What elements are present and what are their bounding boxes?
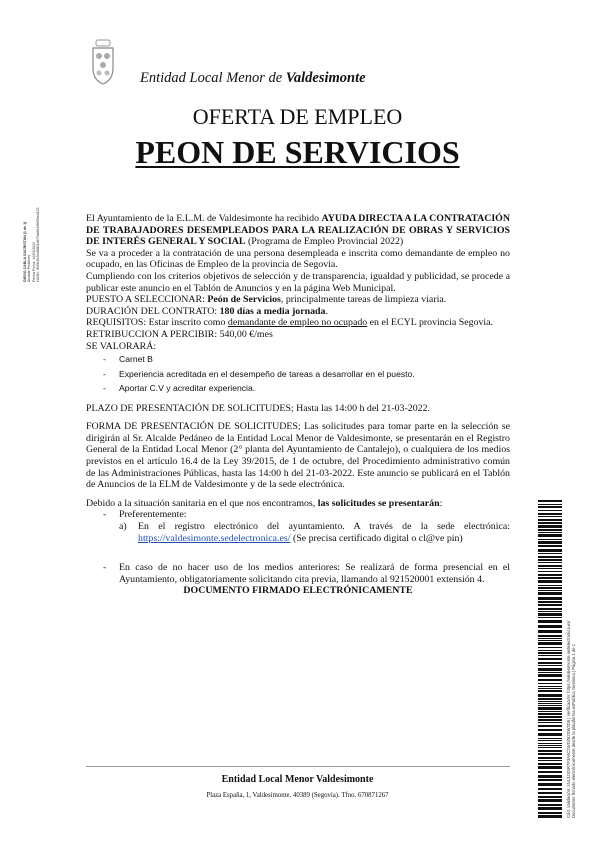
preferred-label: Preferentemente: <box>119 509 187 521</box>
signer-role: Alcalde Pedáneo <box>27 254 32 282</box>
signature-hash: HASH: 9f39c5c94d6801d4f7da9e4f6f0f3ed133 <box>36 207 41 282</box>
job-title: PEON DE SERVICIOS <box>135 134 460 170</box>
barcode-icon <box>538 500 562 818</box>
footer-address: Plaza España, 1, Valdesimonte. 40389 (Segovia). Tfno. 670871267 <box>206 792 389 799</box>
entity-header: Entidad Local Menor de Valdesimonte <box>140 70 366 86</box>
criteria-paragraph: Cumpliendo con los criterios objetivos de selección y de transparencia, igualdad y publicidad, se procede a publicar este anuncio en el Tablón de Anuncios y en la página Web Municipal. <box>86 270 510 294</box>
offer-title: OFERTA DE EMPLEO <box>192 104 403 129</box>
footer-divider <box>86 766 510 767</box>
submission-options <box>86 509 510 585</box>
salary-line: RETRIBUCCION A PERCIBIR: 540,00 €/mes <box>86 328 273 340</box>
document-body <box>86 213 510 597</box>
signature-side-block <box>23 182 47 282</box>
intro-paragraph: El Ayuntamiento de la E.L.M. de Valdesimonte ha recibido AYUDA DIRECTA A LA CONTRATACIÓN DE TRABAJADORES DESEMPLEADOS PARA LA REALIZACIÓN DE OBRAS Y SERVICIOS DE INTERÉS GENERAL Y SOCIAL (Programa de Empleo Provincial 2022) <box>86 213 510 248</box>
sanitary-paragraph: Debido a la situación sanitaria en el que nos encontramos, las solicitudes se presentarán: <box>86 497 443 509</box>
verification-line: Cód. Validación: 4NL3JXSR7F3A5C2WD262SW2D5 | Verificación: https://valdesimonte.sedelectronica.es/ <box>566 620 571 818</box>
list-item: - Experiencia acreditada en el desempeño de tareas a desarrollar en el puesto. <box>86 367 510 382</box>
footer-entity: Entidad Local Menor Valdesimonte <box>221 774 374 785</box>
coat-of-arms-icon <box>89 38 117 86</box>
signer-name: DIEGO CABLA SACRISTAN (1 de 1) <box>23 221 27 282</box>
requirements-line: REQUISITOS: Estar inscrito como demandante de empleo no ocupado en el ECYL provincia Segovia. <box>86 317 493 329</box>
duration-line: DURACIÓN DEL CONTRATO: 180 días a media jornada. <box>86 305 328 317</box>
valued-heading: SE VALORARÁ: <box>86 340 157 352</box>
verification-code <box>566 488 576 818</box>
deadline-paragraph: PLAZO DE PRESENTACIÓN DE SOLICITUDES; Hasta las 14:00 h del 21-03-2022. <box>86 402 430 414</box>
in-person-option: En caso de no hacer uso de los medios anteriores: Se realizará de forma presencial en el Ayuntamiento, obligatoriamente solicitando cita previa, llamando al 921520001 extensión 4. <box>119 562 510 585</box>
signature-date: Fecha Firma: 14/03/2022 <box>31 241 36 282</box>
position-line: PUESTO A SELECCIONAR: Peón de Servicios, principalmente tareas de limpieza viaria. <box>86 294 447 306</box>
submission-paragraph: FORMA DE PRESENTACIÓN DE SOLICITUDES; Las solicitudes para tomar parte en la selección se dirigirán al Sr. Alcalde Pedáneo de la Entidad Local Menor de Valdesimonte, se presentarán en el Registro General de la Entidad Local Menor (2° planta del Ayuntamiento de Cantalejo), o cualquiera de los medios previstos en el artículo 16.4 de la Ley 39/2015, de 1 de octubre, del Procedimiento administrativo común de las Administraciones Públicas, hasta las 14:00 h del 21-03-2022. Este anuncio se publicará en el Tablón de Anuncios de la ELM de Valdesimonte y de la sede electrónica. <box>86 421 510 491</box>
list-item: - Carnet B <box>86 352 510 367</box>
signed-notice: DOCUMENTO FIRMADO ELECTRÓNICAMENTE <box>183 585 413 597</box>
valued-list <box>86 352 510 396</box>
list-item: - En caso de no hacer uso de los medios anteriores: Se realizará de forma presencial en el Ayuntamiento, obligatoriamente solicitando cita previa, llamando al 921520001 extensión 4. <box>103 562 510 585</box>
hiring-paragraph: Se va a proceder a la contratación de una persona desempleada e inscrita como demandante de empleo no ocupado, en las Oficinas de Empleo de la provincia de Segovia. <box>86 247 510 271</box>
list-item: - Preferentemente: a) En el registro electrónico del ayuntamiento. A través de la sede electrónica: https://valdesimonte.sedelectronica.es/ (Se precisa certificado digital o cl@ve pin) <box>103 509 510 544</box>
sede-link[interactable]: https://valdesimonte.sedelectronica.es/ <box>138 532 291 544</box>
verification-line: Documento firmado electrónicamente desde la plataforma esPublico Gestiona | Página 1 de 1 <box>571 643 576 818</box>
list-item: - Aportar C.V y acreditar experiencia. <box>86 381 510 396</box>
electronic-option: a) En el registro electrónico del ayuntamiento. A través de la sede electrónica: https://valdesimonte.sedelectronica.es/ (Se precisa certificado digital o cl@ve pin) <box>119 520 510 544</box>
